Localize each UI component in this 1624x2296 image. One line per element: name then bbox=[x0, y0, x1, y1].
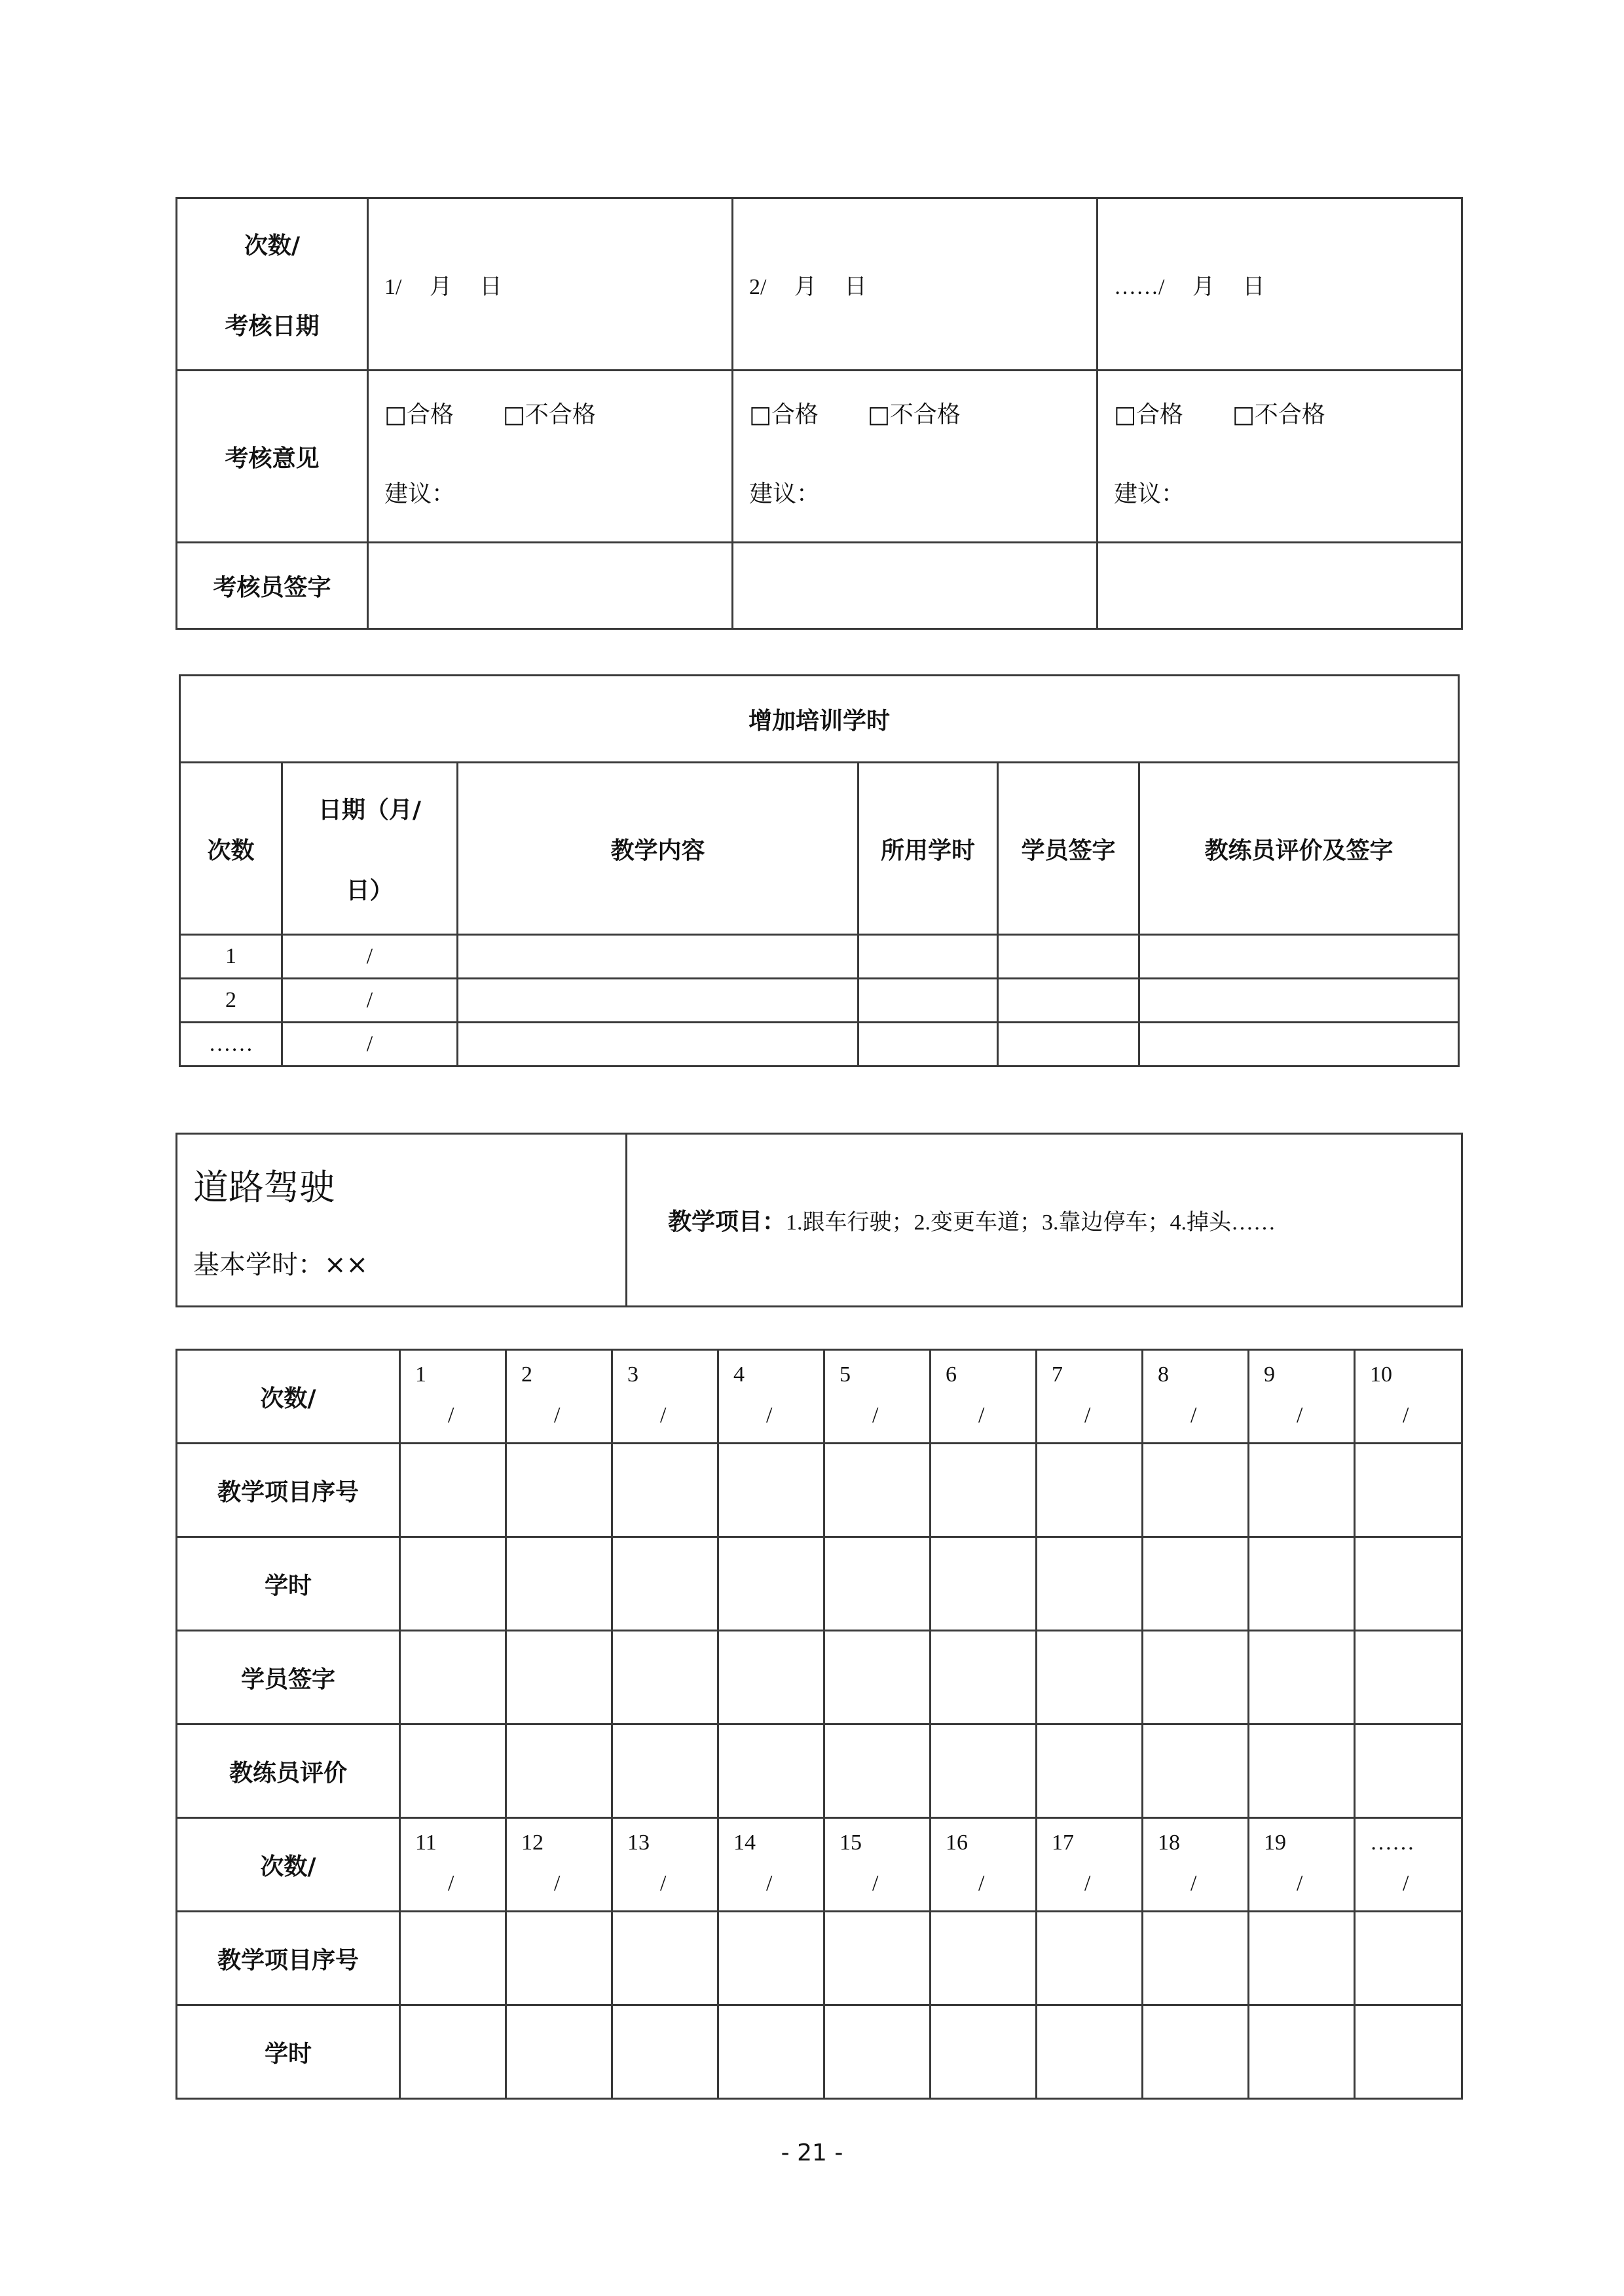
session-cell[interactable] bbox=[1037, 1350, 1143, 1444]
opinion-label: 考核意见 bbox=[177, 371, 368, 543]
opinion-cell-2 bbox=[733, 371, 1098, 543]
row-count: 2 bbox=[180, 979, 282, 1023]
entry-cell[interactable] bbox=[1249, 1912, 1355, 2005]
session-date-slash: / bbox=[1297, 1403, 1303, 1427]
session-number: 11 bbox=[415, 1831, 437, 1855]
entry-cell[interactable] bbox=[1355, 1631, 1462, 1724]
teaching-items-cell bbox=[627, 1134, 1462, 1307]
extra-training-table bbox=[179, 674, 1460, 1067]
entry-cell[interactable] bbox=[506, 1724, 612, 1818]
session-number: 4 bbox=[733, 1362, 745, 1387]
opinion-cell-3 bbox=[1098, 371, 1462, 543]
entry-cell[interactable] bbox=[400, 1631, 506, 1724]
entry-cell[interactable] bbox=[1249, 1444, 1355, 1537]
session-number: 3 bbox=[627, 1362, 638, 1387]
row-date[interactable]: / bbox=[282, 979, 458, 1023]
count-label: 次数/ bbox=[177, 1350, 400, 1444]
header-student-sig: 学员签字 bbox=[998, 763, 1139, 935]
session-cell[interactable] bbox=[718, 1818, 824, 1912]
entry-cell[interactable] bbox=[612, 1537, 718, 1631]
session-number: 10 bbox=[1370, 1362, 1392, 1387]
row-content[interactable] bbox=[458, 1023, 858, 1066]
entry-cell[interactable] bbox=[1249, 2005, 1355, 2099]
session-cell[interactable] bbox=[1037, 1818, 1143, 1912]
teaching-items-label: 教学项目： bbox=[668, 1209, 786, 1235]
date-label-line1: 次数/ bbox=[244, 232, 301, 259]
hours-label: 学时 bbox=[177, 2005, 400, 2099]
signature-field-3[interactable] bbox=[1098, 543, 1462, 629]
item-no-label: 教学项目序号 bbox=[177, 1444, 400, 1537]
session-cell[interactable] bbox=[1143, 1350, 1249, 1444]
base-hours: 基本学时：×× bbox=[193, 1249, 369, 1280]
header-coach-eval: 教练员评价及签字 bbox=[1139, 763, 1459, 935]
session-number: 9 bbox=[1264, 1362, 1275, 1387]
entry-cell[interactable] bbox=[506, 2005, 612, 2099]
header-count: 次数 bbox=[180, 763, 282, 935]
assessment-date-2[interactable]: 2/ 月 日 bbox=[733, 198, 1098, 371]
entry-cell[interactable] bbox=[931, 1537, 1037, 1631]
session-date-slash: / bbox=[1297, 1871, 1303, 1895]
entry-cell[interactable] bbox=[1143, 1631, 1249, 1724]
session-number: 17 bbox=[1052, 1831, 1074, 1855]
session-date-slash: / bbox=[766, 1403, 773, 1427]
date-label-cell bbox=[177, 198, 368, 371]
session-number: 5 bbox=[840, 1362, 851, 1387]
session-cell[interactable] bbox=[1249, 1818, 1355, 1912]
entry-cell[interactable] bbox=[931, 1631, 1037, 1724]
table-row bbox=[180, 979, 1459, 1023]
hours-label: 学时 bbox=[177, 1537, 400, 1631]
assessment-date-3[interactable]: ……/ 月 日 bbox=[1098, 198, 1462, 371]
entry-cell[interactable] bbox=[824, 2005, 931, 2099]
row-coach-eval[interactable] bbox=[1139, 979, 1459, 1023]
entry-cell[interactable] bbox=[824, 1537, 931, 1631]
session-cell[interactable] bbox=[1249, 1350, 1355, 1444]
session-cell[interactable] bbox=[612, 1818, 718, 1912]
date-label-line2: 考核日期 bbox=[225, 313, 320, 340]
entry-cell[interactable] bbox=[1143, 1444, 1249, 1537]
row-student-sig[interactable] bbox=[998, 935, 1139, 979]
session-number: 6 bbox=[946, 1362, 957, 1387]
count-label: 次数/ bbox=[177, 1818, 400, 1912]
entry-cell[interactable] bbox=[400, 1912, 506, 2005]
pass-checkbox[interactable]: □合格 bbox=[384, 401, 454, 428]
entry-cell[interactable] bbox=[824, 1444, 931, 1537]
entry-cell[interactable] bbox=[1143, 1724, 1249, 1818]
entry-cell[interactable] bbox=[1037, 1724, 1143, 1818]
session-cell[interactable] bbox=[931, 1350, 1037, 1444]
entry-cell[interactable] bbox=[824, 1631, 931, 1724]
pass-checkbox[interactable]: □合格 bbox=[749, 401, 819, 428]
session-date-slash: / bbox=[1084, 1403, 1091, 1427]
header-date bbox=[282, 763, 458, 935]
session-date-slash: / bbox=[872, 1871, 879, 1895]
row-student-sig[interactable] bbox=[998, 979, 1139, 1023]
fail-checkbox[interactable]: □不合格 bbox=[867, 401, 961, 428]
entry-cell[interactable] bbox=[612, 1724, 718, 1818]
entry-cell[interactable] bbox=[612, 1631, 718, 1724]
session-date-slash: / bbox=[766, 1871, 773, 1895]
session-number: 19 bbox=[1264, 1831, 1286, 1855]
session-date-slash: / bbox=[1190, 1403, 1197, 1427]
entry-cell[interactable] bbox=[1037, 2005, 1143, 2099]
entry-cell[interactable] bbox=[718, 1537, 824, 1631]
entry-cell[interactable] bbox=[1037, 1537, 1143, 1631]
session-date-slash: / bbox=[448, 1871, 454, 1895]
signature-label: 考核员签字 bbox=[177, 543, 368, 629]
entry-cell[interactable] bbox=[1355, 1537, 1462, 1631]
session-cell[interactable] bbox=[1143, 1818, 1249, 1912]
header-content: 教学内容 bbox=[458, 763, 858, 935]
entry-cell[interactable] bbox=[718, 1724, 824, 1818]
session-date-slash: / bbox=[660, 1871, 667, 1895]
session-cell[interactable] bbox=[506, 1350, 612, 1444]
row-date[interactable]: / bbox=[282, 935, 458, 979]
entry-cell[interactable] bbox=[506, 1537, 612, 1631]
pass-checkbox[interactable]: □合格 bbox=[1114, 401, 1184, 428]
session-date-slash: / bbox=[554, 1403, 561, 1427]
session-date-slash: / bbox=[1403, 1871, 1409, 1895]
session-date-slash: / bbox=[978, 1871, 985, 1895]
entry-cell[interactable] bbox=[400, 1537, 506, 1631]
entry-cell[interactable] bbox=[931, 2005, 1037, 2099]
session-date-slash: / bbox=[448, 1403, 454, 1427]
row-coach-eval[interactable] bbox=[1139, 1023, 1459, 1066]
item-no-label: 教学项目序号 bbox=[177, 1912, 400, 2005]
session-number: 7 bbox=[1052, 1362, 1063, 1387]
fail-checkbox[interactable]: □不合格 bbox=[1232, 401, 1325, 428]
row-date[interactable]: / bbox=[282, 1023, 458, 1066]
session-number: …… bbox=[1370, 1831, 1414, 1855]
session-cell[interactable] bbox=[612, 1350, 718, 1444]
session-cell[interactable] bbox=[931, 1818, 1037, 1912]
session-number: 12 bbox=[521, 1831, 544, 1855]
entry-cell[interactable] bbox=[824, 1724, 931, 1818]
entry-cell[interactable] bbox=[1143, 1912, 1249, 2005]
entry-cell[interactable] bbox=[1249, 1631, 1355, 1724]
record-grid-table bbox=[175, 1349, 1463, 2100]
row-hours[interactable] bbox=[858, 1023, 998, 1066]
session-number: 8 bbox=[1158, 1362, 1169, 1387]
entry-cell[interactable] bbox=[1355, 1444, 1462, 1537]
session-date-slash: / bbox=[660, 1403, 667, 1427]
session-number: 13 bbox=[627, 1831, 650, 1855]
entry-cell[interactable] bbox=[612, 1444, 718, 1537]
entry-cell[interactable] bbox=[718, 2005, 824, 2099]
coach-eval-label: 教练员评价 bbox=[177, 1724, 400, 1818]
entry-cell[interactable] bbox=[931, 1912, 1037, 2005]
session-date-slash: / bbox=[554, 1871, 561, 1895]
session-number: 1 bbox=[415, 1362, 426, 1387]
header-hours: 所用学时 bbox=[858, 763, 998, 935]
entry-cell[interactable] bbox=[1249, 1537, 1355, 1631]
session-cell[interactable] bbox=[400, 1818, 506, 1912]
row-content[interactable] bbox=[458, 935, 858, 979]
session-date-slash: / bbox=[872, 1403, 879, 1427]
road-driving-title-cell bbox=[177, 1134, 627, 1307]
row-coach-eval[interactable] bbox=[1139, 935, 1459, 979]
entry-cell[interactable] bbox=[400, 2005, 506, 2099]
session-cell[interactable] bbox=[400, 1350, 506, 1444]
session-cell[interactable] bbox=[506, 1818, 612, 1912]
signature-field-2[interactable] bbox=[733, 543, 1098, 629]
entry-cell[interactable] bbox=[400, 1724, 506, 1818]
teaching-items-text: 1.跟车行驶；2.变更车道；3.靠边停车；4.掉头…… bbox=[786, 1211, 1276, 1235]
suggestion-label: 建议： bbox=[749, 481, 821, 507]
entry-cell[interactable] bbox=[1037, 1631, 1143, 1724]
entry-cell[interactable] bbox=[1355, 1724, 1462, 1818]
row-content[interactable] bbox=[458, 979, 858, 1023]
entry-cell[interactable] bbox=[1249, 1724, 1355, 1818]
entry-cell[interactable] bbox=[1355, 1912, 1462, 2005]
entry-cell[interactable] bbox=[718, 1912, 824, 2005]
entry-cell[interactable] bbox=[1037, 1444, 1143, 1537]
student-sig-label: 学员签字 bbox=[177, 1631, 400, 1724]
road-driving-title: 道路驾驶 bbox=[193, 1166, 335, 1208]
entry-cell[interactable] bbox=[612, 2005, 718, 2099]
session-cell[interactable] bbox=[1355, 1350, 1462, 1444]
session-cell[interactable] bbox=[824, 1350, 931, 1444]
row-count: …… bbox=[180, 1023, 282, 1066]
opinion-cell-1 bbox=[368, 371, 733, 543]
entry-cell[interactable] bbox=[1037, 1912, 1143, 2005]
road-driving-table bbox=[175, 1133, 1463, 1307]
entry-cell[interactable] bbox=[506, 1912, 612, 2005]
session-cell[interactable] bbox=[718, 1350, 824, 1444]
session-date-slash: / bbox=[1190, 1871, 1197, 1895]
session-cell[interactable] bbox=[824, 1818, 931, 1912]
table-row bbox=[180, 935, 1459, 979]
entry-cell[interactable] bbox=[506, 1444, 612, 1537]
header-date-line2: 日） bbox=[346, 877, 394, 904]
entry-cell[interactable] bbox=[931, 1724, 1037, 1818]
entry-cell[interactable] bbox=[1143, 1537, 1249, 1631]
suggestion-label: 建议： bbox=[384, 481, 456, 507]
session-number: 18 bbox=[1158, 1831, 1180, 1855]
session-date-slash: / bbox=[1403, 1403, 1409, 1427]
entry-cell[interactable] bbox=[1143, 2005, 1249, 2099]
session-number: 2 bbox=[521, 1362, 532, 1387]
entry-cell[interactable] bbox=[824, 1912, 931, 2005]
entry-cell[interactable] bbox=[400, 1444, 506, 1537]
fail-checkbox[interactable]: □不合格 bbox=[502, 401, 596, 428]
suggestion-label: 建议： bbox=[1114, 481, 1185, 507]
entry-cell[interactable] bbox=[612, 1912, 718, 2005]
session-number: 15 bbox=[840, 1831, 862, 1855]
entry-cell[interactable] bbox=[506, 1631, 612, 1724]
extra-training-title: 增加培训学时 bbox=[180, 676, 1459, 763]
row-count: 1 bbox=[180, 935, 282, 979]
signature-field-1[interactable] bbox=[368, 543, 733, 629]
entry-cell[interactable] bbox=[931, 1444, 1037, 1537]
entry-cell[interactable] bbox=[718, 1631, 824, 1724]
table-row bbox=[180, 1023, 1459, 1066]
row-hours[interactable] bbox=[858, 979, 998, 1023]
session-number: 14 bbox=[733, 1831, 756, 1855]
assessment-table bbox=[175, 197, 1463, 630]
session-date-slash: / bbox=[978, 1403, 985, 1427]
session-cell[interactable] bbox=[1355, 1818, 1462, 1912]
entry-cell[interactable] bbox=[718, 1444, 824, 1537]
assessment-date-1[interactable]: 1/ 月 日 bbox=[368, 198, 733, 371]
row-hours[interactable] bbox=[858, 935, 998, 979]
session-number: 16 bbox=[946, 1831, 968, 1855]
row-student-sig[interactable] bbox=[998, 1023, 1139, 1066]
header-date-line1: 日期（月/ bbox=[318, 797, 422, 824]
entry-cell[interactable] bbox=[1355, 2005, 1462, 2099]
session-date-slash: / bbox=[1084, 1871, 1091, 1895]
page-number: - 21 - bbox=[781, 2140, 843, 2166]
